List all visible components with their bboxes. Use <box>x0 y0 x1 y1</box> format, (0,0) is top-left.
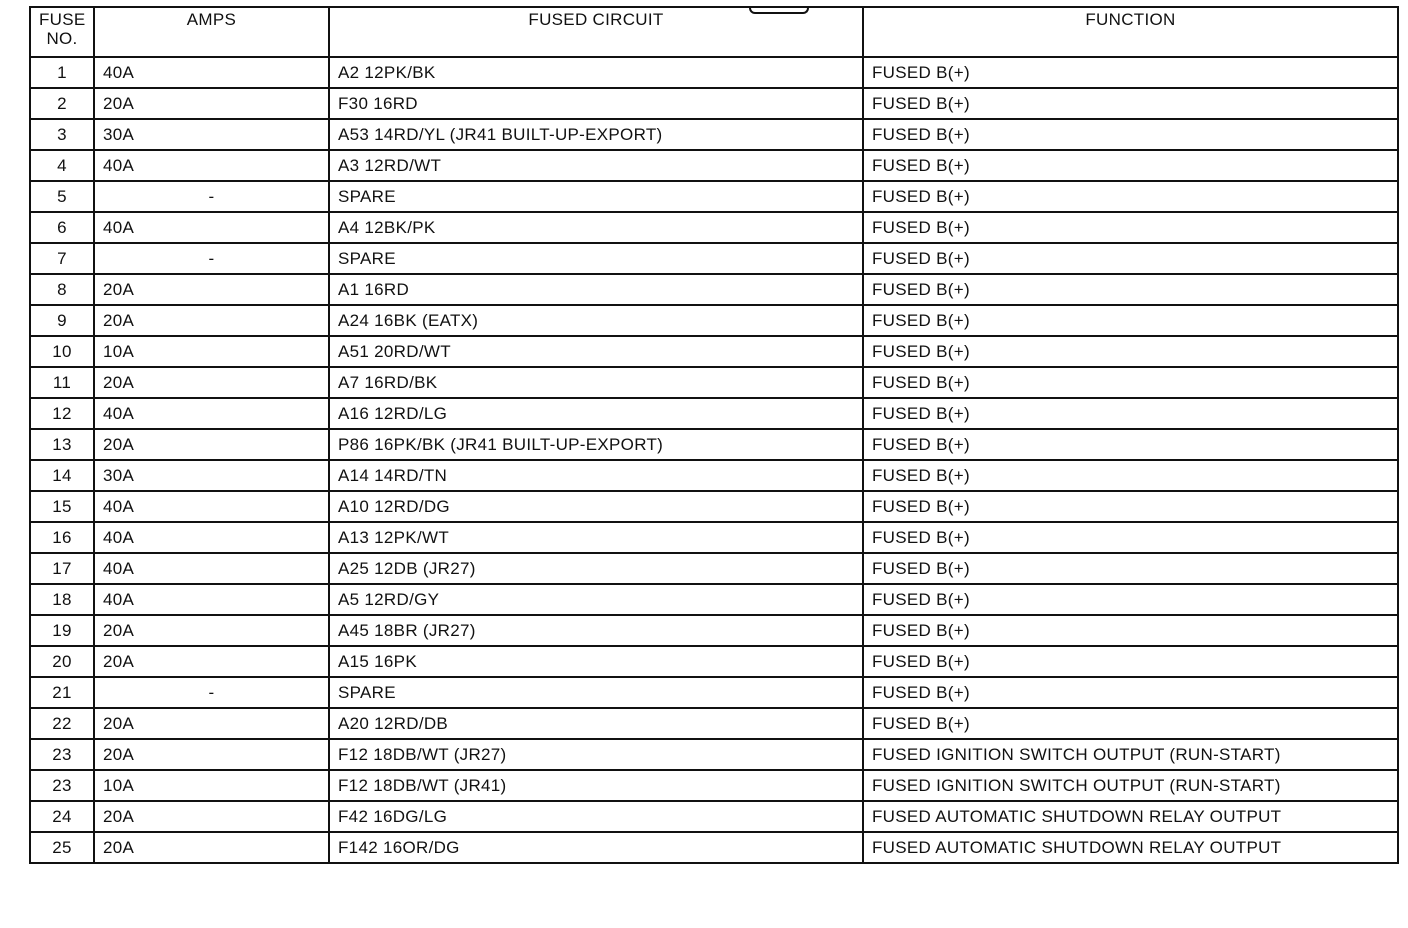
cell-fused-circuit: A3 12RD/WT <box>329 150 863 181</box>
cell-fuse-no: 20 <box>30 646 94 677</box>
cell-fused-circuit: A20 12RD/DB <box>329 708 863 739</box>
cell-amps: 40A <box>94 57 329 88</box>
cell-fuse-no: 6 <box>30 212 94 243</box>
table-row <box>30 739 1398 770</box>
cell-fused-circuit: A16 12RD/LG <box>329 398 863 429</box>
cell-fused-circuit: A2 12PK/BK <box>329 57 863 88</box>
cell-fuse-no: 13 <box>30 429 94 460</box>
cell-fused-circuit: A13 12PK/WT <box>329 522 863 553</box>
cell-function: FUSED B(+) <box>863 336 1398 367</box>
cell-fused-circuit: P86 16PK/BK (JR41 BUILT-UP-EXPORT) <box>329 429 863 460</box>
cell-fuse-no: 9 <box>30 305 94 336</box>
cell-fuse-no: 5 <box>30 181 94 212</box>
cell-fused-circuit: SPARE <box>329 243 863 274</box>
cell-fused-circuit: A7 16RD/BK <box>329 367 863 398</box>
cell-function: FUSED B(+) <box>863 460 1398 491</box>
header-fused-circuit: FUSED CIRCUIT <box>329 7 863 57</box>
cell-fuse-no: 11 <box>30 367 94 398</box>
cell-fused-circuit: A5 12RD/GY <box>329 584 863 615</box>
cell-amps: 20A <box>94 615 329 646</box>
cell-function: FUSED B(+) <box>863 243 1398 274</box>
cell-fuse-no: 3 <box>30 119 94 150</box>
cell-amps: - <box>94 181 329 212</box>
cell-amps: 20A <box>94 305 329 336</box>
cell-fuse-no: 22 <box>30 708 94 739</box>
cell-function: FUSED B(+) <box>863 646 1398 677</box>
cell-function: FUSED B(+) <box>863 212 1398 243</box>
table-row <box>30 615 1398 646</box>
cell-fuse-no: 25 <box>30 832 94 863</box>
cell-amps: - <box>94 243 329 274</box>
cell-amps: 20A <box>94 739 329 770</box>
cell-amps: 30A <box>94 119 329 150</box>
table-row <box>30 274 1398 305</box>
cell-function: FUSED B(+) <box>863 491 1398 522</box>
cell-amps: 20A <box>94 88 329 119</box>
cell-function: FUSED IGNITION SWITCH OUTPUT (RUN-START) <box>863 739 1398 770</box>
cell-function: FUSED B(+) <box>863 305 1398 336</box>
table-row <box>30 150 1398 181</box>
table-row <box>30 646 1398 677</box>
cell-fuse-no: 4 <box>30 150 94 181</box>
cell-fused-circuit: F12 18DB/WT (JR41) <box>329 770 863 801</box>
table-row <box>30 57 1398 88</box>
header-fuse-no <box>30 7 94 57</box>
cell-amps: 20A <box>94 646 329 677</box>
cell-fuse-no: 23 <box>30 770 94 801</box>
table-row <box>30 367 1398 398</box>
header-fuse-no-label: FUSE NO. <box>39 10 86 48</box>
cell-amps: 40A <box>94 491 329 522</box>
table-row <box>30 429 1398 460</box>
table-row <box>30 398 1398 429</box>
header-function: FUNCTION <box>863 7 1398 57</box>
cell-function: FUSED B(+) <box>863 584 1398 615</box>
cell-amps: 20A <box>94 274 329 305</box>
cell-amps: 40A <box>94 584 329 615</box>
table-body <box>30 57 1398 863</box>
cell-fuse-no: 15 <box>30 491 94 522</box>
cell-fused-circuit: A14 14RD/TN <box>329 460 863 491</box>
cell-fused-circuit: SPARE <box>329 181 863 212</box>
cell-fused-circuit: A25 12DB (JR27) <box>329 553 863 584</box>
cell-fused-circuit: F30 16RD <box>329 88 863 119</box>
header-amps: AMPS <box>94 7 329 57</box>
cell-fuse-no: 8 <box>30 274 94 305</box>
table-row <box>30 584 1398 615</box>
header-bracket-mark <box>749 6 809 14</box>
table-row <box>30 460 1398 491</box>
cell-function: FUSED B(+) <box>863 553 1398 584</box>
cell-fused-circuit: F12 18DB/WT (JR27) <box>329 739 863 770</box>
cell-amps: 40A <box>94 522 329 553</box>
cell-fuse-no: 2 <box>30 88 94 119</box>
cell-fuse-no: 18 <box>30 584 94 615</box>
cell-function: FUSED B(+) <box>863 398 1398 429</box>
cell-fused-circuit: A15 16PK <box>329 646 863 677</box>
cell-amps: 40A <box>94 553 329 584</box>
cell-function: FUSED B(+) <box>863 150 1398 181</box>
cell-fuse-no: 10 <box>30 336 94 367</box>
table-row <box>30 770 1398 801</box>
cell-fused-circuit: A1 16RD <box>329 274 863 305</box>
cell-fused-circuit: A4 12BK/PK <box>329 212 863 243</box>
cell-function: FUSED B(+) <box>863 274 1398 305</box>
table-row <box>30 243 1398 274</box>
cell-function: FUSED AUTOMATIC SHUTDOWN RELAY OUTPUT <box>863 832 1398 863</box>
cell-fuse-no: 7 <box>30 243 94 274</box>
cell-fuse-no: 23 <box>30 739 94 770</box>
header-row <box>30 7 1398 57</box>
cell-function: FUSED IGNITION SWITCH OUTPUT (RUN-START) <box>863 770 1398 801</box>
cell-fuse-no: 19 <box>30 615 94 646</box>
cell-amps: 20A <box>94 832 329 863</box>
table-row <box>30 708 1398 739</box>
cell-function: FUSED B(+) <box>863 429 1398 460</box>
cell-amps: 30A <box>94 460 329 491</box>
cell-amps: 40A <box>94 398 329 429</box>
cell-fuse-no: 16 <box>30 522 94 553</box>
cell-amps: 20A <box>94 708 329 739</box>
cell-fused-circuit: SPARE <box>329 677 863 708</box>
table-row <box>30 336 1398 367</box>
cell-function: FUSED B(+) <box>863 57 1398 88</box>
table-row <box>30 832 1398 863</box>
cell-fused-circuit: A10 12RD/DG <box>329 491 863 522</box>
cell-fuse-no: 12 <box>30 398 94 429</box>
table-row <box>30 522 1398 553</box>
cell-function: FUSED AUTOMATIC SHUTDOWN RELAY OUTPUT <box>863 801 1398 832</box>
cell-fuse-no: 21 <box>30 677 94 708</box>
cell-fuse-no: 1 <box>30 57 94 88</box>
cell-amps: 20A <box>94 367 329 398</box>
fuse-chart-document <box>29 6 1397 864</box>
cell-fuse-no: 24 <box>30 801 94 832</box>
table-row <box>30 305 1398 336</box>
table-header <box>30 7 1398 57</box>
cell-amps: 10A <box>94 770 329 801</box>
cell-function: FUSED B(+) <box>863 708 1398 739</box>
cell-function: FUSED B(+) <box>863 88 1398 119</box>
cell-function: FUSED B(+) <box>863 119 1398 150</box>
cell-amps: 10A <box>94 336 329 367</box>
cell-function: FUSED B(+) <box>863 522 1398 553</box>
cell-fused-circuit: A45 18BR (JR27) <box>329 615 863 646</box>
cell-fuse-no: 17 <box>30 553 94 584</box>
cell-amps: - <box>94 677 329 708</box>
table-row <box>30 181 1398 212</box>
cell-amps: 40A <box>94 150 329 181</box>
fuse-table <box>29 6 1399 864</box>
table-row <box>30 677 1398 708</box>
cell-fused-circuit: A53 14RD/YL (JR41 BUILT-UP-EXPORT) <box>329 119 863 150</box>
table-row <box>30 119 1398 150</box>
cell-amps: 20A <box>94 429 329 460</box>
cell-fuse-no: 14 <box>30 460 94 491</box>
table-row <box>30 491 1398 522</box>
cell-function: FUSED B(+) <box>863 677 1398 708</box>
cell-function: FUSED B(+) <box>863 181 1398 212</box>
cell-amps: 20A <box>94 801 329 832</box>
table-row <box>30 212 1398 243</box>
cell-function: FUSED B(+) <box>863 367 1398 398</box>
table-row <box>30 88 1398 119</box>
cell-fused-circuit: F42 16DG/LG <box>329 801 863 832</box>
cell-amps: 40A <box>94 212 329 243</box>
cell-function: FUSED B(+) <box>863 615 1398 646</box>
cell-fused-circuit: A51 20RD/WT <box>329 336 863 367</box>
cell-fused-circuit: F142 16OR/DG <box>329 832 863 863</box>
table-row <box>30 553 1398 584</box>
cell-fused-circuit: A24 16BK (EATX) <box>329 305 863 336</box>
table-row <box>30 801 1398 832</box>
